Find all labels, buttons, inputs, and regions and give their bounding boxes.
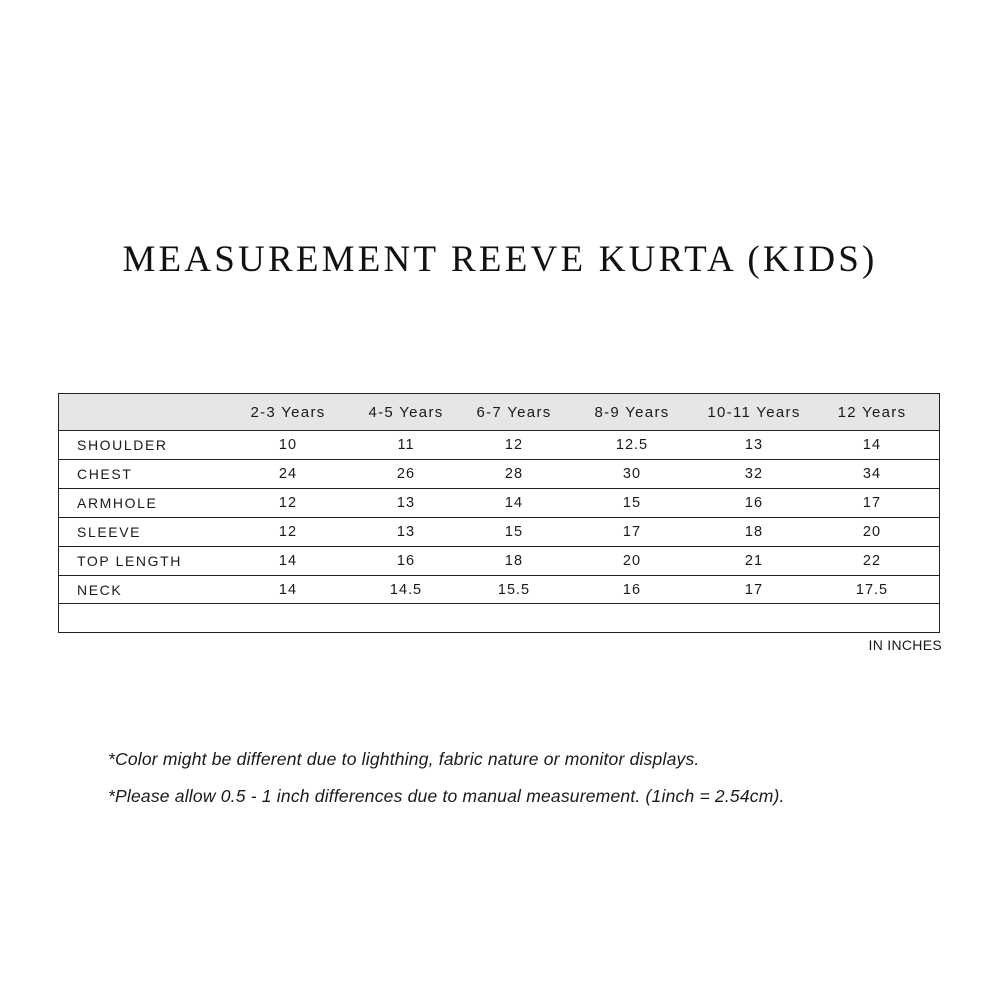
table-cell: 12: [504, 437, 524, 453]
table-cell: 15: [504, 524, 524, 540]
table-cell: 15.5: [497, 582, 531, 598]
column-header: 10-11 Years: [707, 403, 801, 421]
table-row: [59, 576, 939, 604]
table-header-row: [59, 394, 939, 431]
table-cell: 18: [504, 553, 524, 569]
table-cell: 13: [396, 524, 416, 540]
table-cell: 12: [278, 524, 298, 540]
column-header: 6-7 Years: [476, 403, 552, 421]
measurement-disclaimer: *Please allow 0.5 - 1 inch differences due to manual measurement. (1inch = 2.54cm).: [108, 786, 785, 806]
table-cell: 12.5: [615, 437, 649, 453]
table-cell: 20: [862, 524, 882, 540]
table-cell: 14: [278, 553, 298, 569]
row-label: SLEEVE: [77, 524, 142, 540]
row-label: CHEST: [77, 466, 133, 482]
table-row: [59, 460, 939, 489]
table-cell: 20: [622, 553, 642, 569]
column-header: 4-5 Years: [368, 403, 444, 421]
page-title: MEASUREMENT REEVE KURTA (KIDS): [122, 239, 878, 280]
table-cell: 17: [622, 524, 642, 540]
table-cell: 10: [278, 437, 298, 453]
table-row: [59, 431, 939, 460]
table-cell: 24: [278, 466, 298, 482]
table-cell: 13: [744, 437, 764, 453]
row-label: NECK: [77, 582, 123, 598]
row-label: TOP LENGTH: [77, 553, 182, 569]
size-chart-table: [58, 393, 940, 633]
table-cell: 34: [862, 466, 882, 482]
table-cell: 16: [396, 553, 416, 569]
table-cell: 12: [278, 495, 298, 511]
table-row: [59, 518, 939, 547]
table-cell: 14: [862, 437, 882, 453]
row-label: SHOULDER: [77, 437, 168, 453]
table-row: [59, 489, 939, 518]
table-cell: 26: [396, 466, 416, 482]
table-cell: 22: [862, 553, 882, 569]
table-cell: 18: [744, 524, 764, 540]
table-cell: 28: [504, 466, 524, 482]
table-divider: [59, 603, 939, 604]
row-label: ARMHOLE: [77, 495, 158, 511]
table-cell: 13: [396, 495, 416, 511]
table-cell: 30: [622, 466, 642, 482]
table-cell: 17: [862, 495, 882, 511]
table-row: [59, 547, 939, 576]
column-header: 2-3 Years: [250, 403, 326, 421]
table-cell: 14.5: [389, 582, 423, 598]
column-header: 12 Years: [837, 403, 907, 421]
color-disclaimer: *Color might be different due to lighthing, fabric nature or monitor displays.: [108, 749, 700, 769]
column-header: 8-9 Years: [594, 403, 670, 421]
table-cell: 21: [744, 553, 764, 569]
table-cell: 15: [622, 495, 642, 511]
table-cell: 17.5: [855, 582, 889, 598]
table-cell: 11: [397, 437, 415, 453]
table-cell: 16: [622, 582, 642, 598]
units-label: IN INCHES: [868, 637, 942, 653]
table-cell: 17: [744, 582, 764, 598]
table-cell: 32: [744, 466, 764, 482]
table-cell: 16: [744, 495, 764, 511]
table-cell: 14: [504, 495, 524, 511]
table-cell: 14: [278, 582, 298, 598]
